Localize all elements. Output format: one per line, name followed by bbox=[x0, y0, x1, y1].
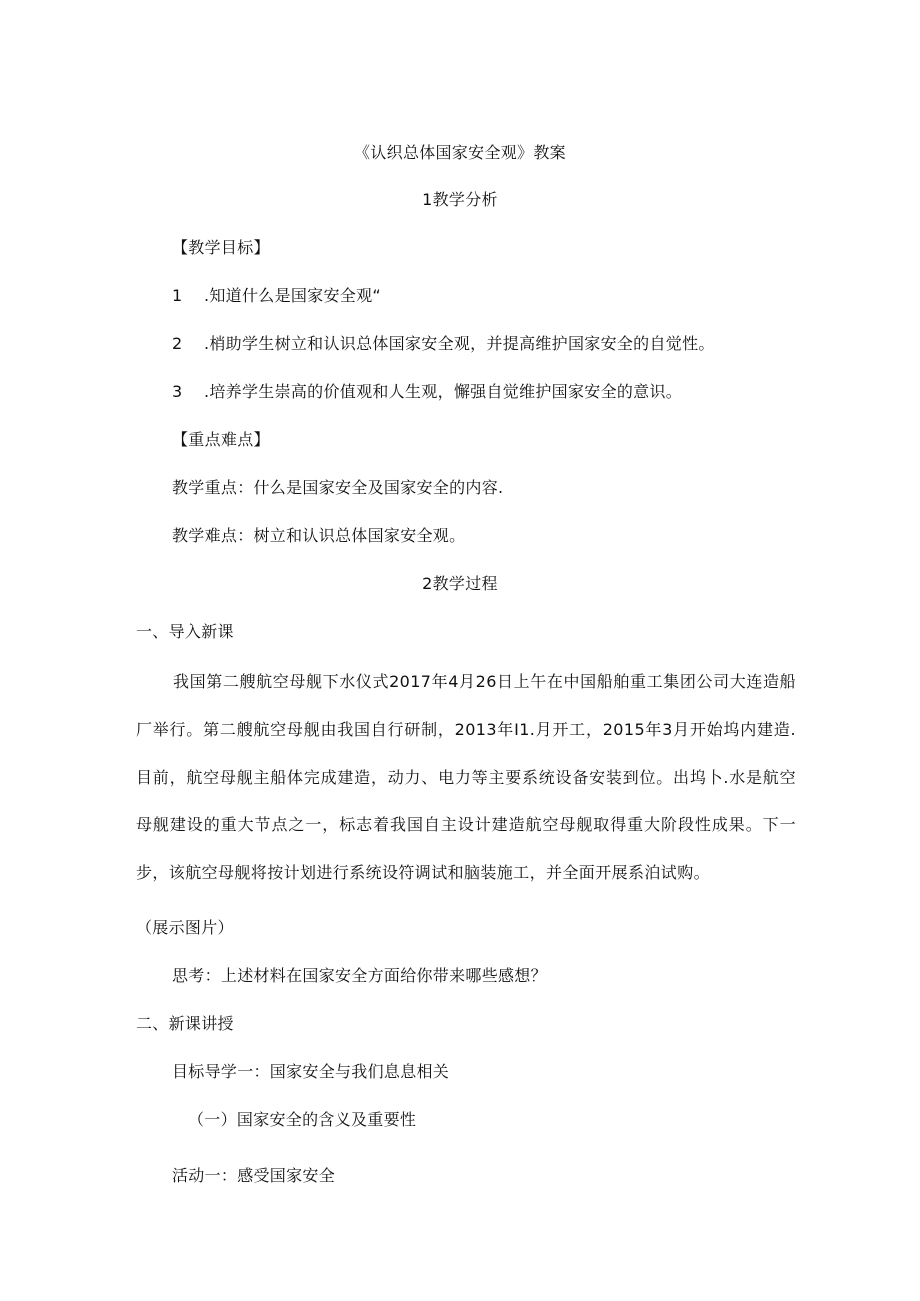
objective-text: .知道什么是国家安全观“ bbox=[204, 286, 381, 305]
objectives-heading: 【教学目标】 bbox=[172, 238, 270, 257]
part-heading-new-lesson: 二、新课讲授 bbox=[136, 1014, 234, 1033]
document-title: 《认织总体国家安全观》教案 bbox=[354, 143, 566, 162]
think-question: 思考：上述材料在国家安全方面给你带来哪些感想？ bbox=[172, 966, 547, 985]
section-heading-analysis: 1教学分析 bbox=[422, 190, 498, 209]
section-heading-process: 2教学过程 bbox=[422, 574, 498, 593]
activity-heading-1: 活动一：感受国家安全 bbox=[172, 1166, 336, 1185]
difficulty-point: 教学难点：树立和认识总体国家安全观。 bbox=[172, 526, 466, 545]
objective-text: .培养学生崇高的价值观和人生观，懈强自觉维护国家安全的意识。 bbox=[204, 382, 683, 401]
target-heading-1: 目标导学一：国家安全与我们息息相关 bbox=[172, 1062, 450, 1081]
show-picture-note: （展示图片） bbox=[136, 918, 234, 937]
objective-item-3 bbox=[172, 382, 682, 402]
objective-item-1 bbox=[172, 286, 381, 306]
objective-item-2 bbox=[172, 334, 715, 354]
objective-number: 3 bbox=[172, 382, 183, 401]
subsection-heading-1: （一）国家安全的含义及重要性 bbox=[188, 1110, 417, 1129]
objective-number: 2 bbox=[172, 334, 183, 353]
objective-text: .梢助学生树立和认识总体国家安全观，并提高维护国家安全的自觉性。 bbox=[204, 334, 715, 353]
objective-number: 1 bbox=[172, 286, 183, 305]
intro-paragraph: 我国第二艘航空母舰下水仪式2017年4月26日上午在中国船舶重工集团公司大连造船厂举行。第二艘航空母舰由我国自行研制，2013年I1.月开工，2015年3月开始坞内建造.目前，航空母舰主船体完成建造，动力、电力等主要系统设备安装到位。出坞卜.水是航空母舰建设的重大节点之一，标志着我国自主设计建造航空母舰取得重大阶段性成果。下一步，该航空母舰将按计划进行系统设符调试和脑装施工，并全面开展系泊试购。 bbox=[136, 672, 796, 883]
key-point: 教学重点：什么是国家安全及国家安全的内容. bbox=[172, 478, 504, 497]
keypoints-heading: 【重点难点】 bbox=[172, 430, 270, 449]
part-heading-intro: 一、导入新课 bbox=[136, 622, 234, 641]
